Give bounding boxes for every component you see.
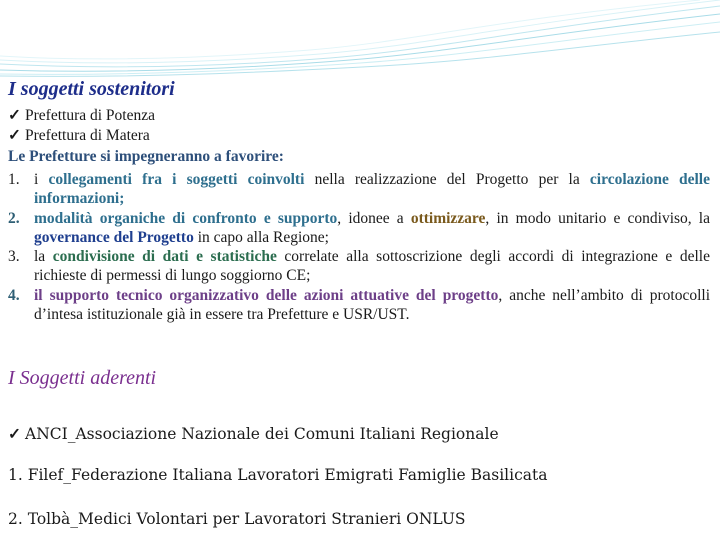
member-tolba: 2. Tolbà_Medici Volontari per Lavoratori Stranieri ONLUS bbox=[8, 510, 466, 528]
intro-text: Le Prefetture si impegneranno a favorire: bbox=[8, 148, 284, 165]
decorative-wave-lines bbox=[0, 0, 720, 80]
section-title-aderenti: I Soggetti aderenti bbox=[8, 367, 157, 389]
list-item: 3. la condivisione di dati e statistiche correlate alla sottoscrizione degli accordi di integrazione e delle richieste di permessi di lungo soggiorno CE; bbox=[8, 248, 710, 285]
numbered-list bbox=[8, 170, 710, 324]
check-icon: ✓ bbox=[8, 424, 21, 443]
check-item-potenza: ✓ Prefettura di Potenza bbox=[8, 107, 155, 124]
list-item: 1. i collegamenti fra i soggetti coinvolti nella realizzazione del Progetto per la circolazione delle informazioni; bbox=[8, 171, 710, 208]
check-item-matera: ✓ Prefettura di Matera bbox=[8, 127, 150, 144]
check-icon: ✓ bbox=[8, 127, 21, 144]
list-item: 4. il supporto tecnico organizzativo delle azioni attuative del progetto, anche nell’ambito di protocolli d’intesa istituzionale già in essere tra Prefetture e USR/UST. bbox=[8, 286, 711, 324]
check-icon: ✓ bbox=[8, 107, 21, 124]
section-title-sostenitori: I soggetti sostenitori bbox=[8, 78, 175, 100]
list-item: 2. modalità organiche di confronto e supporto, idonee a ottimizzare, in modo unitario e condiviso, la governance del Progetto in capo alla Regione; bbox=[8, 209, 710, 246]
member-anci: ✓ ANCI_Associazione Nazionale dei Comuni Italiani Regionale bbox=[8, 424, 499, 443]
member-filef: 1. Filef_Federazione Italiana Lavoratori Emigrati Famiglie Basilicata bbox=[8, 466, 548, 484]
